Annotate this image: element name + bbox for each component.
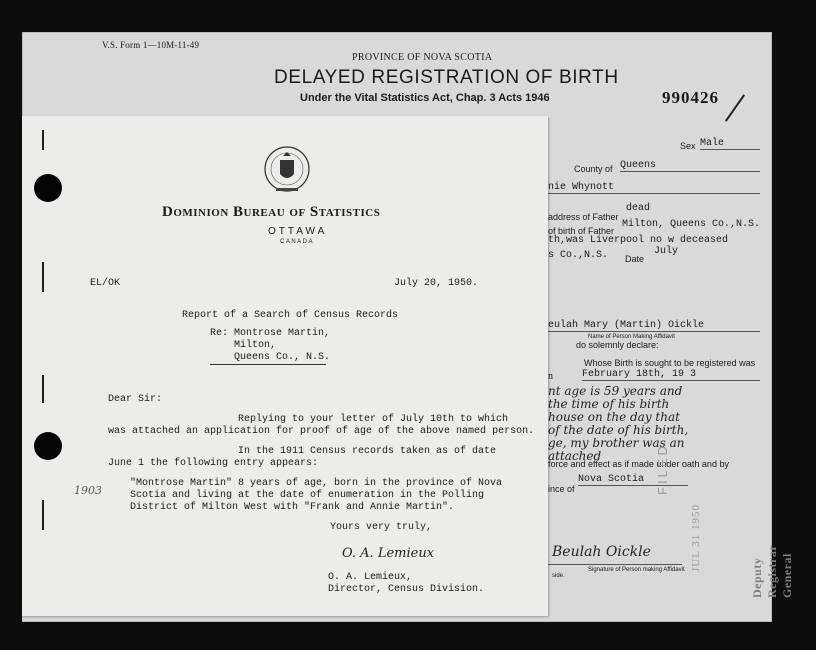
binder-hole-bottom — [34, 432, 62, 460]
form-title: DELAYED REGISTRATION OF BIRTH — [274, 67, 619, 88]
salutation: Dear Sir: — [108, 394, 163, 405]
reference-code: EL/OK — [90, 278, 121, 289]
paragraph1-line1: Replying to your letter of July 10th to which — [238, 414, 509, 425]
province-label: ince of — [548, 484, 575, 494]
father-birthplace-value: Milton, Queens Co.,N.S. — [622, 219, 761, 230]
paragraph2-line2: June 1 the following entry appears: — [108, 458, 319, 469]
filed-date-stamp: JUL 31 1950 — [690, 503, 702, 572]
handwritten-line-3: house on the day that — [548, 410, 680, 424]
re-county: Queens Co., N.S. — [234, 352, 331, 363]
affiant-signature: Beulah Oickle — [552, 544, 651, 560]
quote-line3: District of Milton West with "Frank and Annie Martin". — [130, 502, 455, 513]
margin-note: 1903 — [74, 484, 102, 497]
registrar-stamp: Deputy Registrar General — [750, 545, 794, 598]
re-label: Re: — [210, 328, 229, 339]
form-subtitle: Under the Vital Statistics Act, Chap. 3 Acts 1946 — [300, 92, 550, 104]
margin-tick-2 — [42, 262, 44, 292]
born-date: February 18th, 19 3 — [582, 369, 760, 381]
closing: Yours very truly, — [330, 522, 433, 533]
registration-number: 990426 — [662, 88, 719, 107]
county-line: s Co.,N.S. — [548, 250, 609, 261]
affiant-caption: Name of Person Making Affidavit — [588, 334, 675, 340]
re-town: Milton, — [234, 340, 277, 351]
county-label: County of — [574, 164, 613, 174]
date-label: Date — [625, 254, 645, 264]
province-heading: PROVINCE OF NOVA SCOTIA — [352, 52, 493, 63]
binder-hole-top — [34, 174, 62, 202]
force-effect-text: force and effect as if made under oath and by — [548, 459, 729, 469]
margin-tick-1 — [42, 130, 44, 150]
paragraph1-line2: was attached an application for proof of age of the above named person. — [108, 426, 535, 437]
quote-line2: Scotia and living at the date of enumeration in the Polling — [130, 490, 485, 501]
sex-label: Sex — [680, 141, 696, 151]
side-text: side. — [552, 573, 565, 579]
father-address-value: dead — [626, 203, 651, 214]
sex-value: Male — [700, 138, 760, 150]
handwritten-line-5: ge, my brother was an — [548, 436, 685, 450]
affiant-name: eulah Mary (Martin) Oickle — [548, 320, 760, 332]
birth-sought-text: Whose Birth is sought to be registered was — [584, 358, 756, 368]
check-mark-icon — [725, 94, 745, 121]
quote-line1: "Montrose Martin" 8 years of age, born in the province of Nova — [130, 478, 503, 489]
county-value: Queens — [620, 160, 760, 172]
census-search-letter — [22, 116, 548, 616]
province-value: Nova Scotia — [578, 474, 688, 486]
letterhead-country: CANADA — [280, 239, 315, 245]
letter-date: July 20, 1950. — [394, 278, 479, 289]
signature-caption: Signature of Person making Affidavit — [588, 567, 685, 573]
margin-tick-4 — [42, 500, 44, 530]
born-prefix: n — [548, 371, 553, 382]
declare-text: do solemnly declare: — [576, 340, 659, 350]
crest-icon — [262, 144, 312, 200]
margin-tick-3 — [42, 375, 44, 403]
handwritten-line-4: of the date of his birth, — [548, 423, 689, 437]
handwritten-line-6: attached — [548, 449, 602, 463]
form-number: V.S. Form 1—10M-11-49 — [102, 40, 200, 50]
father-address-label: address of Father — [548, 212, 619, 222]
signer-title: Director, Census Division. — [328, 584, 485, 595]
report-title: Report of a Search of Census Records — [182, 310, 399, 321]
father-birthplace-label: of birth of Father — [548, 226, 615, 236]
date-value: July — [654, 246, 679, 257]
handwritten-line-2: the time of his birth — [548, 397, 670, 411]
signer-name: O. A. Lemieux, — [328, 572, 413, 583]
handwritten-line-1: nt age is 59 years and — [548, 384, 683, 398]
director-signature: O. A. Lemieux — [342, 546, 435, 561]
mother-name: nie Whynott — [548, 182, 760, 194]
re-name: Montrose Martin, — [234, 328, 331, 339]
bureau-name: Dominion Bureau of Statistics — [162, 204, 381, 220]
paragraph2-line1: In the 1911 Census records taken as of date — [238, 446, 497, 457]
filed-stamp: FILED — [655, 443, 670, 495]
liverpool-line: th,was Liverpool no w deceased — [548, 235, 729, 246]
letterhead-city: OTTAWA — [268, 226, 328, 237]
